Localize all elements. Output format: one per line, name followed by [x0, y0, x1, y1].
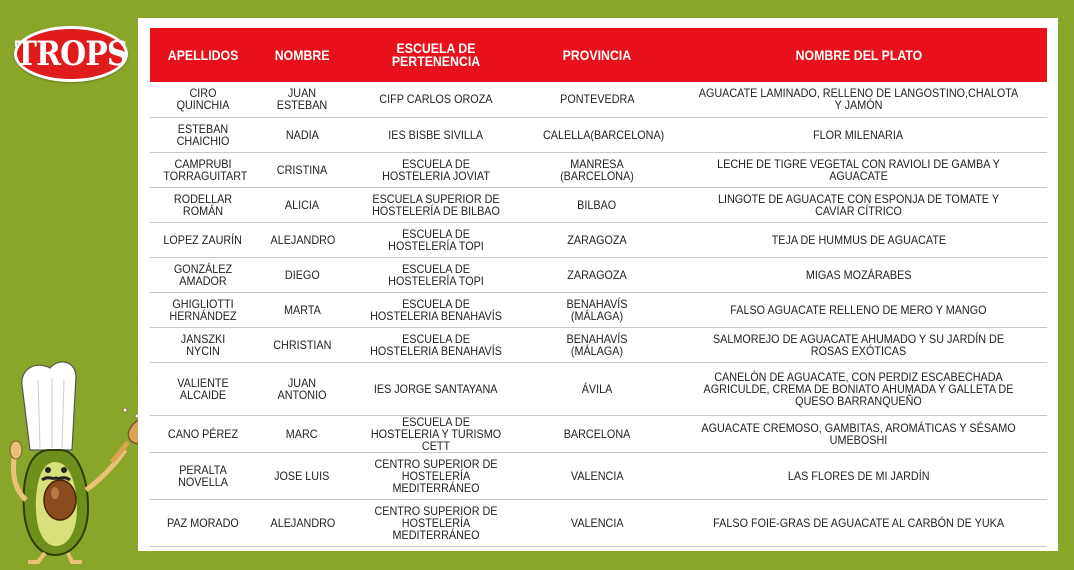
cell-provincia: ZARAGOZA — [524, 257, 670, 292]
cell-escuela: CENTRO SUPERIOR DE HOSTELERÍA MEDITERRÁNEO — [348, 452, 524, 499]
cell-nombre: DIEGO — [256, 257, 348, 292]
table-row — [150, 187, 1047, 222]
table-row — [150, 292, 1047, 327]
cell-apellidos: CIRO QUINCHIA — [150, 82, 256, 117]
table-row — [150, 362, 1047, 415]
cell-nombre: MARC — [256, 415, 348, 452]
table-header-row — [150, 28, 1047, 82]
cell-apellidos: GONZÁLEZ AMADOR — [150, 257, 256, 292]
cell-provincia: BARCELONA — [524, 415, 670, 452]
cell-plato: CANELÓN DE AGUACATE, CON PERDIZ ESCABECHADA AGRICULDE, CREMA DE BONIATO AHUMADA Y GALLETA DE QUESO BARRANQUEÑO — [670, 362, 1047, 415]
cell-escuela: ESCUELA DE HOSTELERÍA TOPI — [348, 222, 524, 257]
cell-provincia: CALELLA(BARCELONA) — [524, 117, 670, 152]
trops-logo — [14, 26, 128, 82]
cell-provincia: VALENCIA — [524, 452, 670, 499]
participants-table — [150, 28, 1047, 547]
cell-escuela: IES JORGE SANTAYANA — [348, 362, 524, 415]
cell-plato: LAS FLORES DE MI JARDÍN — [670, 452, 1047, 499]
table-row — [150, 222, 1047, 257]
header-apellidos: APELLIDOS — [150, 28, 256, 82]
cell-nombre: NADIA — [256, 117, 348, 152]
cell-provincia: PONTEVEDRA — [524, 82, 670, 117]
cell-provincia: BILBAO — [524, 187, 670, 222]
cell-escuela: CENTRO SUPERIOR DE HOSTELERÍA MEDITERRÁNEO — [348, 499, 524, 546]
cell-nombre: CRISTINA — [256, 152, 348, 187]
cell-escuela: ESCUELA DE HOSTELERIA BENAHAVÍS — [348, 327, 524, 362]
cell-plato: LECHE DE TIGRE VEGETAL CON RAVIOLI DE GAMBA Y AGUACATE — [670, 152, 1047, 187]
cell-nombre: CHRISTIAN — [256, 327, 348, 362]
cell-apellidos: GHIGLIOTTI HERNÁNDEZ — [150, 292, 256, 327]
cell-provincia: ZARAGOZA — [524, 222, 670, 257]
cell-escuela: IES BISBE SIVILLA — [348, 117, 524, 152]
header-escuela: ESCUELA DE PERTENENCIA — [348, 28, 524, 82]
cell-nombre: MARTA — [256, 292, 348, 327]
cell-nombre: JUAN ESTEBAN — [256, 82, 348, 117]
cell-nombre: JUAN ANTONIO — [256, 362, 348, 415]
cell-plato: FLOR MILENARIA — [670, 117, 1047, 152]
cell-provincia: BENAHAVÍS (MÁLAGA) — [524, 292, 670, 327]
table-row — [150, 152, 1047, 187]
cell-nombre: ALEJANDRO — [256, 222, 348, 257]
table-row — [150, 499, 1047, 546]
logo-text: TROPS — [14, 34, 128, 74]
header-plato: NOMBRE DEL PLATO — [670, 28, 1047, 82]
cell-apellidos: VALIENTE ALCAIDE — [150, 362, 256, 415]
cell-nombre: ALEJANDRO — [256, 499, 348, 546]
cell-nombre: JOSE LUIS — [256, 452, 348, 499]
cell-apellidos: PAZ MORADO — [150, 499, 256, 546]
cell-apellidos: PERALTA NOVELLA — [150, 452, 256, 499]
header-nombre: NOMBRE — [256, 28, 348, 82]
cell-nombre: ALICIA — [256, 187, 348, 222]
cell-plato: MIGAS MOZÁRABES — [670, 257, 1047, 292]
cell-escuela: ESCUELA SUPERIOR DE HOSTELERÍA DE BILBAO — [348, 187, 524, 222]
cell-provincia: ÁVILA — [524, 362, 670, 415]
content-panel — [138, 18, 1058, 551]
cell-plato: AGUACATE LAMINADO, RELLENO DE LANGOSTINO,CHALOTA Y JAMÓN — [670, 82, 1047, 117]
cell-escuela: ESCUELA DE HOSTELERIA JOVIAT — [348, 152, 524, 187]
cell-escuela: ESCUELA DE HOSTELERIA BENAHAVÍS — [348, 292, 524, 327]
cell-apellidos: JANSZKI NYCIN — [150, 327, 256, 362]
cell-provincia: VALENCIA — [524, 499, 670, 546]
table-row — [150, 452, 1047, 499]
cell-apellidos: ESTEBAN CHAICHIO — [150, 117, 256, 152]
table-row — [150, 415, 1047, 452]
cell-plato: AGUACATE CREMOSO, GAMBITAS, AROMÁTICAS Y SÉSAMO UMEBOSHI — [670, 415, 1047, 452]
table-row — [150, 327, 1047, 362]
cell-plato: TEJA DE HUMMUS DE AGUACATE — [670, 222, 1047, 257]
header-provincia: PROVINCIA — [524, 28, 670, 82]
cell-apellidos: RODELLAR ROMÁN — [150, 187, 256, 222]
cell-apellidos: LOPEZ ZAURÍN — [150, 222, 256, 257]
cell-apellidos: CAMPRUBI TORRAGUITART — [150, 152, 256, 187]
table-row — [150, 82, 1047, 117]
cell-provincia: MANRESA (BARCELONA) — [524, 152, 670, 187]
table-row — [150, 257, 1047, 292]
cell-plato: FALSO AGUACATE RELLENO DE MERO Y MANGO — [670, 292, 1047, 327]
cell-escuela: ESCUELA DE HOSTELERIA Y TURISMO CETT — [348, 415, 524, 452]
cell-escuela: CIFP CARLOS OROZA — [348, 82, 524, 117]
table-row — [150, 117, 1047, 152]
cell-provincia: BENAHAVÍS (MÁLAGA) — [524, 327, 670, 362]
cell-plato: FALSO FOIE-GRAS DE AGUACATE AL CARBÓN DE YUKA — [670, 499, 1047, 546]
cell-plato: SALMOREJO DE AGUACATE AHUMADO Y SU JARDÍN DE ROSAS EXÓTICAS — [670, 327, 1047, 362]
cell-apellidos: CANO PÉREZ — [150, 415, 256, 452]
cell-plato: LINGOTE DE AGUACATE CON ESPONJA DE TOMATE Y CAVIAR CÍTRICO — [670, 187, 1047, 222]
cell-escuela: ESCUELA DE HOSTELERÍA TOPI — [348, 257, 524, 292]
